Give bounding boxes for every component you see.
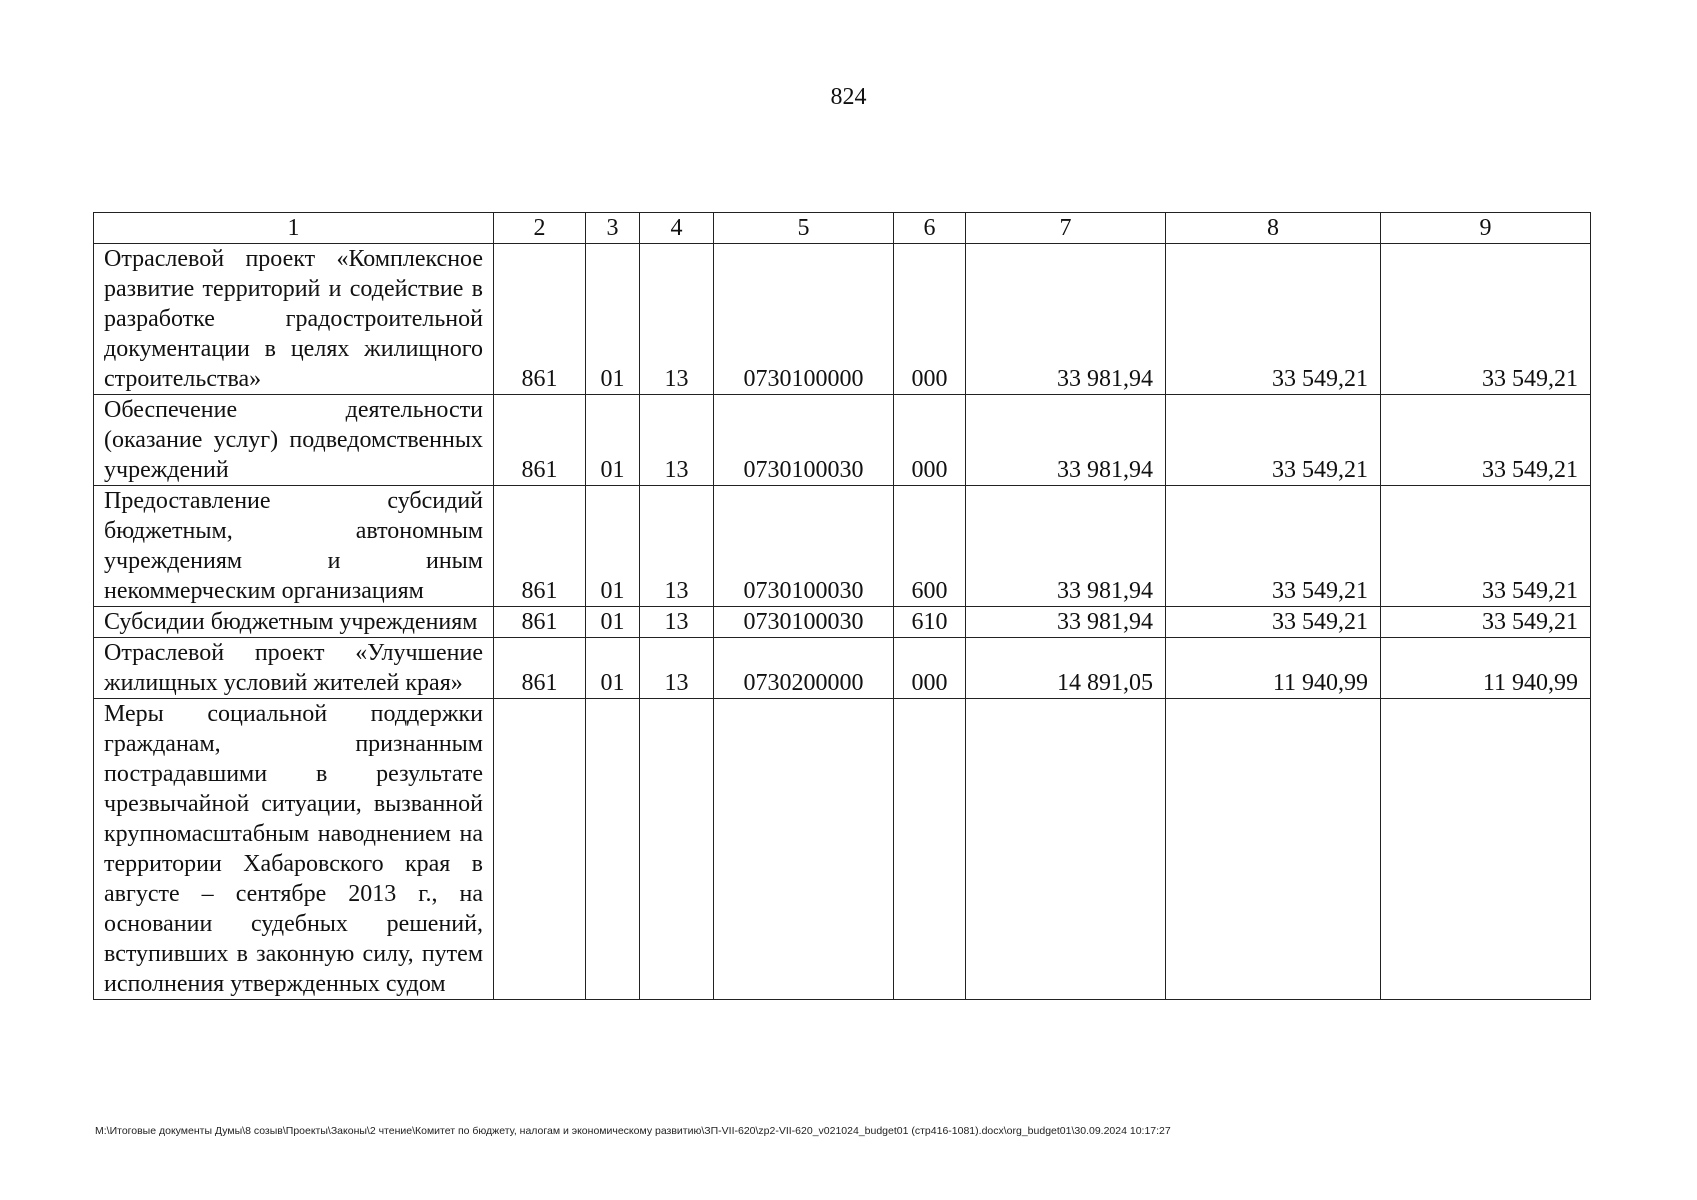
amount-col7: 14 891,05	[966, 638, 1166, 699]
section-code: 01	[586, 244, 640, 395]
grbs-code	[494, 699, 586, 1000]
header-cell: 4	[640, 213, 714, 244]
amount-col8: 11 940,99	[1166, 638, 1381, 699]
amount-col9: 33 549,21	[1381, 244, 1591, 395]
subsection-code: 13	[640, 607, 714, 638]
target-article-code: 0730200000	[714, 638, 894, 699]
table-row	[94, 699, 1591, 1000]
header-cell: 6	[894, 213, 966, 244]
table-row	[94, 244, 1591, 395]
amount-col9	[1381, 699, 1591, 1000]
section-code: 01	[586, 486, 640, 607]
amount-col8: 33 549,21	[1166, 486, 1381, 607]
page-number: 824	[830, 84, 867, 110]
row-name: Субсидии бюджетным учреждениям	[94, 607, 494, 638]
table-row	[94, 638, 1591, 699]
header-cell: 5	[714, 213, 894, 244]
header-cell: 1	[94, 213, 494, 244]
amount-col8: 33 549,21	[1166, 607, 1381, 638]
file-path-footer: M:\Итоговые документы Думы\8 созыв\Проекты\Законы\2 чтение\Комитет по бюджету, налогам и экономическому развитию\ЗП-VII-620\zp2-VII-620_v021024_budget01 (стр416-1081).docx\org_budget01\30.09.2024 10:17:27	[95, 1125, 1171, 1137]
expense-type-code	[894, 699, 966, 1000]
header-cell: 9	[1381, 213, 1591, 244]
section-code: 01	[586, 638, 640, 699]
grbs-code: 861	[494, 607, 586, 638]
table-row	[94, 395, 1591, 486]
row-name: Отраслевой проект «Комплексное развитие территорий и содействие в разработке градостроительной документации в целях жилищного строительства»	[94, 244, 494, 395]
target-article-code: 0730100030	[714, 486, 894, 607]
amount-col7	[966, 699, 1166, 1000]
expense-type-code: 600	[894, 486, 966, 607]
header-cell: 2	[494, 213, 586, 244]
target-article-code: 0730100030	[714, 395, 894, 486]
grbs-code: 861	[494, 638, 586, 699]
subsection-code	[640, 699, 714, 1000]
header-row	[94, 213, 1591, 244]
expense-type-code: 000	[894, 244, 966, 395]
section-code	[586, 699, 640, 1000]
target-article-code: 0730100030	[714, 607, 894, 638]
row-name: Обеспечение деятельности (оказание услуг) подведомственных учреждений	[94, 395, 494, 486]
grbs-code: 861	[494, 395, 586, 486]
header-cell: 7	[966, 213, 1166, 244]
budget-table	[93, 212, 1591, 1000]
row-name: Меры социальной поддержки гражданам, признанным пострадавшими в результате чрезвычайной ситуации, вызванной крупномасштабным наводнением на территории Хабаровского края в августе – сентябре 2013 г., на основании судебных решений, вступивших в законную силу, путем исполнения утвержденных судом	[94, 699, 494, 1000]
amount-col9: 11 940,99	[1381, 638, 1591, 699]
subsection-code: 13	[640, 244, 714, 395]
section-code: 01	[586, 607, 640, 638]
table-row	[94, 607, 1591, 638]
target-article-code: 0730100000	[714, 244, 894, 395]
header-cell: 3	[586, 213, 640, 244]
amount-col7: 33 981,94	[966, 244, 1166, 395]
amount-col8: 33 549,21	[1166, 244, 1381, 395]
grbs-code: 861	[494, 244, 586, 395]
amount-col8	[1166, 699, 1381, 1000]
subsection-code: 13	[640, 486, 714, 607]
amount-col7: 33 981,94	[966, 486, 1166, 607]
amount-col8: 33 549,21	[1166, 395, 1381, 486]
amount-col7: 33 981,94	[966, 607, 1166, 638]
grbs-code: 861	[494, 486, 586, 607]
expense-type-code: 000	[894, 638, 966, 699]
amount-col9: 33 549,21	[1381, 607, 1591, 638]
expense-type-code: 000	[894, 395, 966, 486]
target-article-code	[714, 699, 894, 1000]
row-name: Отраслевой проект «Улучшение жилищных условий жителей края»	[94, 638, 494, 699]
row-name: Предоставление субсидий бюджетным, автономным учреждениям и иным некоммерческим организациям	[94, 486, 494, 607]
subsection-code: 13	[640, 395, 714, 486]
amount-col7: 33 981,94	[966, 395, 1166, 486]
header-cell: 8	[1166, 213, 1381, 244]
expense-type-code: 610	[894, 607, 966, 638]
amount-col9: 33 549,21	[1381, 395, 1591, 486]
amount-col9: 33 549,21	[1381, 486, 1591, 607]
section-code: 01	[586, 395, 640, 486]
table-row	[94, 486, 1591, 607]
subsection-code: 13	[640, 638, 714, 699]
